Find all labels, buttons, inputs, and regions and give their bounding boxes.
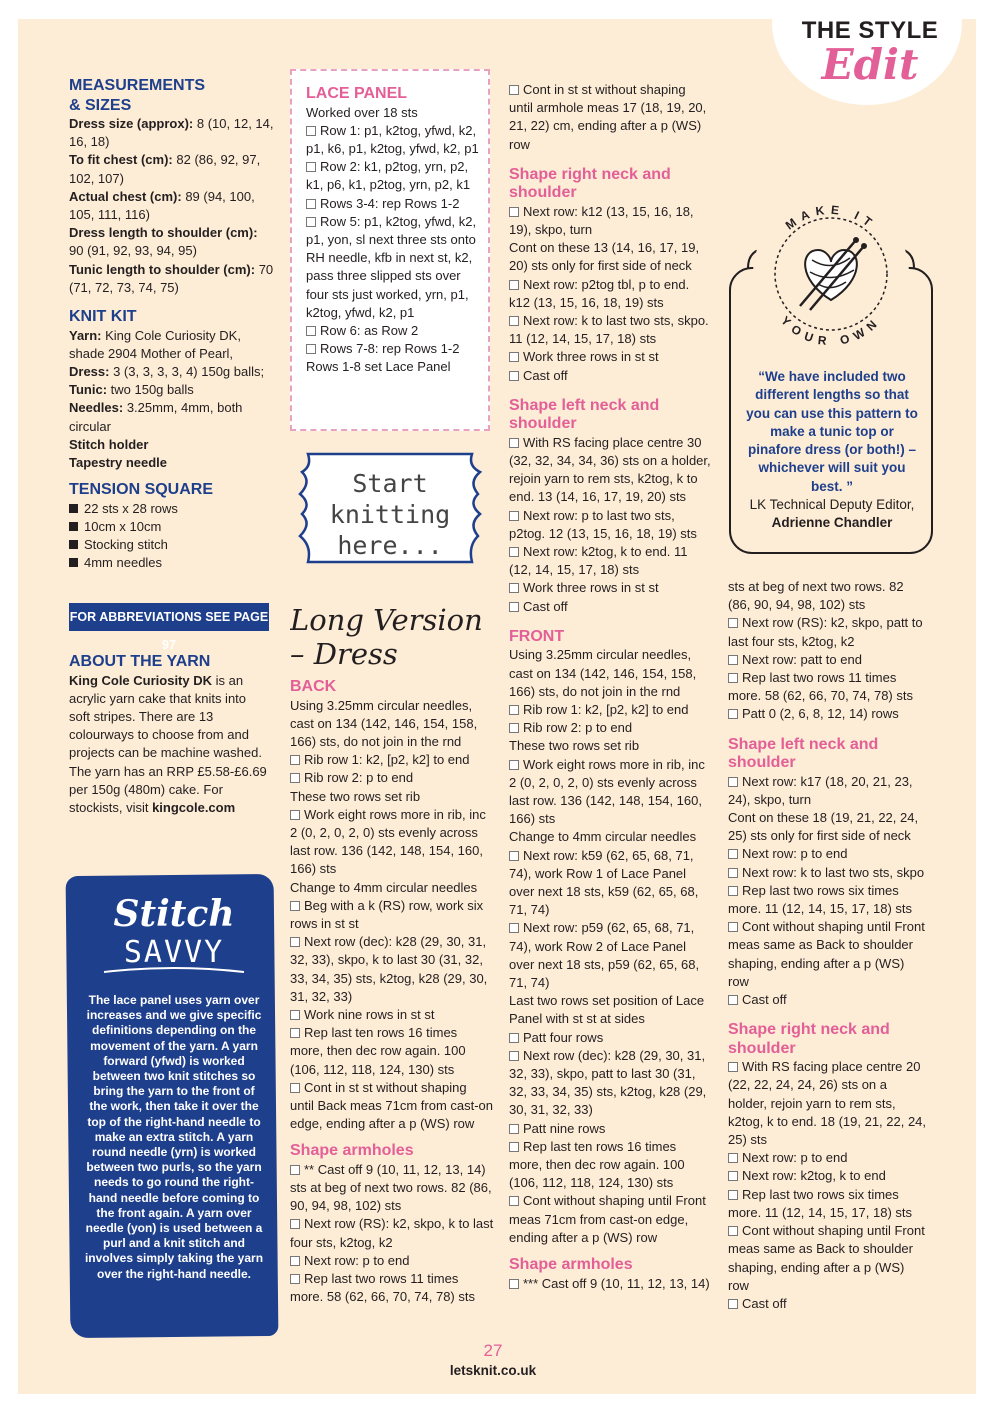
pattern-row xyxy=(728,991,928,1009)
pattern-row xyxy=(728,669,928,705)
pattern-row-text: With RS facing place centre 20 (22, 22, 24, 24, 26) sts on a holder, rejoin yarn to rem sts, k2tog, k to end. 18 (19, 21, 22, 24, 25) sts xyxy=(728,1059,927,1148)
pattern-row-text: ** Cast off 9 (10, 11, 12, 13, 14) sts at beg of next two rows. 82 (86, 90, 94, 98, 102) sts xyxy=(290,1161,492,1214)
pattern-row-text: Next row: k to last two sts, skpo xyxy=(742,864,925,880)
pattern-row-text: Work eight rows more in rib, inc 2 (0, 2, 0, 2, 0) sts evenly across last row. 136 (142, 148, 154, 160, 166) sts xyxy=(509,756,705,827)
pattern-row xyxy=(509,367,711,385)
pattern-row-text: Cast off xyxy=(742,1295,787,1311)
pattern-row-text: Using 3.25mm circular needles, cast on 134 (142, 146, 154, 158, 166) sts, do not join in the rnd xyxy=(290,697,478,749)
spec-value: 82 (86, 92, 97, 102, 107) xyxy=(69,152,261,186)
spec-item xyxy=(69,188,274,224)
site-url[interactable]: letsknit.co.uk xyxy=(449,1363,537,1378)
pattern-row-text: *** Cast off 9 (10, 11, 12, 13, 14) xyxy=(523,1275,710,1291)
start-line2: knitting xyxy=(329,500,451,529)
front-heading: FRONT xyxy=(509,627,565,645)
spec-label: Dress: xyxy=(69,363,110,379)
pattern-row xyxy=(728,1149,928,1167)
pattern-row-text: Row 1: p1, k2tog, yfwd, k2, p1, k6, p1, k2tog, yfwd, k2, p1 xyxy=(306,122,479,156)
pattern-row xyxy=(728,651,928,669)
tension-text: 22 sts x 28 rows xyxy=(84,500,178,516)
pattern-row xyxy=(306,340,482,358)
pattern-row xyxy=(509,434,711,507)
row-checkbox[interactable] xyxy=(509,1033,519,1043)
start-knitting-tag xyxy=(290,452,490,564)
pattern-row-text: Rows 7-8: rep Rows 1-2 xyxy=(320,341,460,357)
spec-label: Actual chest (cm): xyxy=(69,188,182,204)
spec-value: 70 (71, 72, 73, 74, 75) xyxy=(69,261,274,295)
pattern-row-text: Next row: k2tog, k to end xyxy=(742,1168,886,1184)
spec-item xyxy=(69,436,274,454)
tension-item xyxy=(69,500,274,518)
spec-label: Tunic: xyxy=(69,382,108,398)
pattern-row-text: Rows 1-8 set Lace Panel xyxy=(306,359,451,375)
pattern-row-text: Cast off xyxy=(742,992,787,1008)
spec-item xyxy=(69,399,274,435)
row-checkbox[interactable] xyxy=(306,217,316,227)
pattern-row xyxy=(290,1215,494,1251)
pattern-row xyxy=(728,918,928,991)
pattern-row-text: Cont on these 13 (14, 16, 17, 19, 20) sts only for first side of neck xyxy=(509,240,700,274)
pattern-row xyxy=(728,1295,928,1313)
spec-item xyxy=(69,381,274,399)
pattern-row-text: Next row (RS): k2, skpo, k to last four sts, k2tog, k2 xyxy=(290,1216,494,1250)
quote-name: Adrienne Chandler xyxy=(771,515,893,531)
pattern-row xyxy=(290,1024,494,1079)
row-checkbox[interactable] xyxy=(290,1165,300,1175)
spec-item xyxy=(69,151,274,187)
row-checkbox[interactable] xyxy=(509,723,519,733)
pattern-row xyxy=(290,1079,494,1134)
pattern-row xyxy=(509,1275,711,1293)
pattern-row xyxy=(509,507,711,543)
pattern-row-text: Next row (RS): k2, skpo, patt to last four sts, k2tog, k2 xyxy=(728,615,923,649)
front-armholes-heading: Shape armholes xyxy=(509,1256,633,1274)
pattern-row xyxy=(509,81,711,154)
left-neck-front-rows xyxy=(728,773,928,1010)
pattern-row xyxy=(728,882,928,918)
pattern-row-text: Next row (dec): k28 (29, 30, 31, 32, 33), skpo, k to last 30 (31, 32, 33, 34, 35) sts, k2tog, k28 (29, 30, 31, 32, 33) xyxy=(290,934,488,1004)
pattern-row xyxy=(728,578,928,614)
pattern-row xyxy=(509,701,711,719)
pattern-row xyxy=(290,788,494,806)
tension-list xyxy=(69,500,274,573)
pattern-row-text: sts at beg of next two rows. 82 (86, 90, 94, 98, 102) sts xyxy=(728,579,904,613)
savvy-title-line1: Stitch xyxy=(113,893,235,935)
spec-label: Dress size (approx): xyxy=(69,116,194,131)
row-checkbox[interactable] xyxy=(290,1256,300,1266)
row-checkbox[interactable] xyxy=(306,326,316,336)
spec-label: Dress length to shoulder (cm): xyxy=(69,225,258,241)
pattern-row xyxy=(509,756,711,829)
pattern-row-text: Next row: k2tog, k to end. 11 (12, 14, 15, 17, 18) sts xyxy=(509,544,688,578)
makeit-bottom-text: YOUR OWN xyxy=(778,313,884,349)
long-version-line1: Long Version xyxy=(290,603,483,637)
row-checkbox[interactable] xyxy=(728,868,738,878)
row-checkbox[interactable] xyxy=(728,995,738,1005)
spec-label: To fit chest (cm): xyxy=(69,152,173,168)
lace-panel-rows xyxy=(306,122,482,377)
row-checkbox[interactable] xyxy=(728,1171,738,1181)
pattern-row-text: Change to 4mm circular needles xyxy=(509,829,697,845)
stitch-savvy-title xyxy=(84,884,264,984)
spec-item xyxy=(69,261,274,297)
row-checkbox[interactable] xyxy=(306,344,316,354)
lace-panel-section xyxy=(306,85,482,377)
pattern-row xyxy=(509,919,711,992)
row-checkbox[interactable] xyxy=(509,316,519,326)
pattern-row xyxy=(290,879,494,897)
right-neck-front-rows xyxy=(728,1058,928,1313)
quote-attribution xyxy=(742,496,922,533)
row-checkbox[interactable] xyxy=(728,1190,738,1200)
bullet-square-icon xyxy=(69,558,78,567)
spec-value: 89 (94, 100, 105, 111, 116) xyxy=(69,188,255,223)
right-neck-back-rows xyxy=(509,203,711,385)
row-checkbox[interactable] xyxy=(509,923,519,933)
row-checkbox[interactable] xyxy=(509,207,519,217)
bullet-square-icon xyxy=(69,504,78,513)
row-checkbox[interactable] xyxy=(728,655,738,665)
pattern-row-text: Next row: p to end xyxy=(304,1252,410,1268)
tension-heading: TENSION SQUARE xyxy=(69,481,214,499)
spec-label: Stitch holder xyxy=(69,436,149,452)
pattern-row xyxy=(290,1270,494,1306)
pattern-row-text: Cont in st st without shaping until armhole meas 17 (18, 19, 20, 21, 22) cm, ending after a p (WS) row xyxy=(509,82,707,152)
pattern-row-text: Next row: k59 (62, 65, 68, 71, 74), work Row 1 of Lace Panel over next 18 sts, k59 (62, 65, 68, 71, 74) xyxy=(509,847,699,918)
pattern-row xyxy=(509,719,711,737)
pattern-row xyxy=(728,1167,928,1185)
row-checkbox[interactable] xyxy=(509,1051,519,1061)
lace-panel-heading: LACE PANEL xyxy=(306,85,408,102)
pattern-row-text: Work nine rows in st st xyxy=(304,1006,435,1022)
row-checkbox[interactable] xyxy=(509,280,519,290)
row-checkbox[interactable] xyxy=(306,162,316,172)
spec-item xyxy=(69,454,274,472)
tension-item xyxy=(69,536,274,554)
pattern-row xyxy=(290,1161,494,1216)
pattern-row xyxy=(290,806,494,879)
row-checkbox[interactable] xyxy=(290,1010,300,1020)
left-neck-back-rows xyxy=(509,434,711,616)
pattern-row-text: Cont without shaping until Front meas same as Back to shoulder shaping, ending after a p (WS) row xyxy=(728,1223,925,1293)
pattern-row-text: Rep last two rows six times more. 11 (12, 14, 15, 17, 18) sts xyxy=(728,1186,913,1220)
spec-item xyxy=(69,224,274,260)
pattern-row-text: Row 2: k1, p2tog, yrn, p2, k1, p6, k1, p2tog, yrn, p2, k1 xyxy=(306,159,471,193)
pattern-row-text: Patt four rows xyxy=(523,1029,604,1045)
back-armholes-rows xyxy=(290,1161,494,1307)
row-checkbox[interactable] xyxy=(290,1083,300,1093)
pattern-row xyxy=(306,158,482,194)
pattern-row-text: Next row: p to last two sts, p2tog. 12 (13, 15, 16, 18, 19) sts xyxy=(509,507,697,541)
pattern-row xyxy=(509,348,711,366)
pattern-row xyxy=(728,1186,928,1222)
pattern-row-text: These two rows set rib xyxy=(290,788,421,804)
long-version-line2: – Dress xyxy=(290,637,398,671)
pattern-row xyxy=(509,203,711,239)
row-checkbox[interactable] xyxy=(509,511,519,521)
spec-value: King Cole Curiosity DK, shade 2904 Mother of Pearl, xyxy=(69,327,241,361)
tension-item xyxy=(69,518,274,536)
row-checkbox[interactable] xyxy=(728,886,738,896)
tension-text: 10cm x 10cm xyxy=(84,518,162,534)
pattern-row-text: Cast off xyxy=(523,598,568,614)
row-checkbox[interactable] xyxy=(728,1153,738,1163)
right-neck-front-heading: Shape right neck and shoulder xyxy=(728,1021,890,1057)
tension-text: Stocking stitch xyxy=(84,537,168,553)
front-rows xyxy=(509,646,711,1247)
left-neck-back-heading: Shape left neck and shoulder xyxy=(509,396,660,433)
pattern-row-text: Cont without shaping until Front meas same as Back to shoulder shaping, ending after a p (WS) row xyxy=(728,919,925,989)
pattern-row-text: Next row (dec): k28 (29, 30, 31, 32, 33), skpo, patt to last 30 (31, 32, 33, 34, 35) sts, k2tog, k28 (29, 30, 31, 32, 33) xyxy=(509,1047,707,1118)
pattern-row-text: Cont on these 18 (19, 21, 22, 24, 25) sts only for first side of neck xyxy=(728,810,919,844)
row-checkbox[interactable] xyxy=(509,705,519,715)
tension-item xyxy=(69,554,274,572)
pattern-row-text: Rib row 1: k2, [p2, k2] to end xyxy=(304,752,470,768)
pattern-row xyxy=(509,847,711,920)
row-checkbox[interactable] xyxy=(509,583,519,593)
pattern-row-text: Rep last ten rows 16 times more, then dec row again. 100 (106, 112, 118, 124, 130) sts xyxy=(509,1138,685,1191)
spec-label: Tunic length to shoulder (cm): xyxy=(69,261,256,277)
row-checkbox[interactable] xyxy=(509,1142,519,1152)
row-checkbox[interactable] xyxy=(728,1062,738,1072)
row-checkbox[interactable] xyxy=(728,1226,738,1236)
pattern-row-text: Change to 4mm circular needles xyxy=(290,879,478,895)
row-checkbox[interactable] xyxy=(290,901,300,911)
pattern-row xyxy=(290,697,494,752)
pattern-row xyxy=(306,322,482,340)
back-heading: BACK xyxy=(290,678,337,695)
pattern-row xyxy=(509,1192,711,1247)
pattern-row xyxy=(728,809,928,845)
row-checkbox[interactable] xyxy=(509,1124,519,1134)
spec-value: 3 (3, 3, 3, 3, 4) 150g balls; xyxy=(109,363,265,379)
quote-role: LK Technical Deputy Editor, xyxy=(749,497,915,512)
pattern-row-text: Next row: k to last two sts, skpo. 11 (12, 14, 15, 17, 18) sts xyxy=(509,313,709,347)
pattern-row xyxy=(509,1047,711,1120)
pattern-row-text: Next row: p2tog tbl, p to end. k12 (13, 15, 16, 18, 19) sts xyxy=(509,276,690,310)
row-checkbox[interactable] xyxy=(509,851,519,861)
pattern-row xyxy=(728,773,928,809)
row-checkbox[interactable] xyxy=(728,849,738,859)
row-checkbox[interactable] xyxy=(728,922,738,932)
pattern-row xyxy=(306,122,482,158)
makeit-top-text: MAKE IT xyxy=(782,202,880,233)
row-checkbox[interactable] xyxy=(728,777,738,787)
row-checkbox[interactable] xyxy=(509,371,519,381)
pattern-row xyxy=(306,213,482,322)
pattern-row-text: Beg with a k (RS) row, work six rows in st st xyxy=(290,897,484,931)
row-checkbox[interactable] xyxy=(290,810,300,820)
about-yarn-text: King Cole Curiosity DK is an acrylic yarn cake that knits into soft stripes. There are 13 colourways to choose from and projects can be machine washed. The yarn has an RRP £5.58-£6.69 per 150g (480m) cake. For stockists, visit kingcole.com xyxy=(69,672,267,815)
measurements-list xyxy=(69,115,274,297)
row-checkbox[interactable] xyxy=(290,1274,300,1284)
pattern-row xyxy=(509,1120,711,1138)
pattern-row-text: Next row: k17 (18, 20, 21, 23, 24), skpo, turn xyxy=(728,773,913,807)
pattern-row-text: Using 3.25mm circular needles, cast on 134 (142, 146, 154, 158, 166) sts, do not join in the rnd xyxy=(509,647,697,699)
row-checkbox[interactable] xyxy=(306,199,316,209)
pattern-row-text: Row 5: p1, k2tog, yfwd, k2, p1, yon, sl next three sts onto RH needle, kfb in next st, k2, pass three slipped sts over four sts just worked, yrn, p1, k2tog, yfwd, k2, p1 xyxy=(306,213,477,320)
pattern-row xyxy=(509,646,711,701)
row-checkbox[interactable] xyxy=(509,1279,519,1289)
row-checkbox[interactable] xyxy=(509,602,519,612)
middle-right-column xyxy=(509,81,711,1293)
spec-label: Yarn: xyxy=(69,327,102,343)
start-line1: Start xyxy=(352,469,428,498)
pattern-row-text: Rib row 2: p to end xyxy=(304,770,414,786)
pattern-row xyxy=(306,358,482,376)
stitch-savvy-text: The lace panel uses yarn over increases and we give specific definitions depending on the movement of the yarn. A yarn forward (yfwd) is worked between two knit stitches so bring the yarn to the front of the work, then take it over the top of the right-hand needle to make an extra stitch. A yarn round needle (yrn) is worked between two purls, so the yarn needs to go round the right-hand needle before coming to the front again. A yarn over needle (yon) is used between a purl and a knit stitch and involves simply taking the yarn over the right-hand needle. xyxy=(84,993,264,1281)
pattern-row-text: Rib row 2: p to end xyxy=(523,720,633,736)
pattern-row xyxy=(509,312,711,348)
pattern-row xyxy=(509,737,711,755)
pattern-row xyxy=(728,1058,928,1149)
pattern-row xyxy=(509,828,711,846)
row-checkbox[interactable] xyxy=(509,85,519,95)
row-checkbox[interactable] xyxy=(290,773,300,783)
row-checkbox[interactable] xyxy=(509,760,519,770)
savvy-title-line2: SAVVY xyxy=(123,935,225,970)
col3-top-rows xyxy=(509,81,711,154)
spec-label: Needles: xyxy=(69,400,124,416)
pattern-row-text: Cont in st st without shaping until Back meas 71cm from cast-on edge, ending after a p (WS) row xyxy=(290,1079,494,1132)
back-armholes-heading: Shape armholes xyxy=(290,1142,414,1160)
pattern-row xyxy=(290,897,494,933)
bullet-square-icon xyxy=(69,522,78,531)
editor-quote: “We have included two different lengths so that you can use this pattern to make a tunic top or pinafore dress (or both!) – whichever will suit you best. ” xyxy=(746,369,918,494)
pattern-row xyxy=(509,239,711,275)
pattern-row xyxy=(509,543,711,579)
about-yarn-section xyxy=(69,652,269,817)
tension-text: 4mm needles xyxy=(84,555,163,571)
pattern-row-text: Next row: p59 (62, 65, 68, 71, 74), work Row 2 of Lace Panel over next 18 sts, p59 (62, 65, 68, 71, 74) xyxy=(509,920,700,991)
spec-item xyxy=(69,115,274,151)
knit-kit-heading: KNIT KIT xyxy=(69,308,137,326)
page-number: 27 xyxy=(483,1341,503,1360)
right-neck-back-heading: Shape right neck and shoulder xyxy=(509,165,671,202)
pattern-row-text: Next row: patt to end xyxy=(742,651,862,667)
front-armholes-rows xyxy=(509,1275,711,1293)
pattern-row-text: Last two rows set position of Lace Panel with st st at sides xyxy=(509,993,705,1027)
bullet-square-icon xyxy=(69,540,78,549)
pattern-row-text: Next row: k12 (13, 15, 16, 18, 19), skpo, turn xyxy=(509,203,694,238)
pattern-row xyxy=(509,1029,711,1047)
row-checkbox[interactable] xyxy=(290,755,300,765)
row-checkbox[interactable] xyxy=(290,1028,300,1038)
measurements-heading: MEASUREMENTS & SIZES xyxy=(69,77,206,114)
pattern-row-text: Rib row 1: k2, [p2, k2] to end xyxy=(523,701,689,717)
knit-kit-list xyxy=(69,327,274,473)
row-checkbox[interactable] xyxy=(728,618,738,628)
pattern-row xyxy=(290,933,494,1006)
row-checkbox[interactable] xyxy=(728,1299,738,1309)
kingcole-link[interactable]: kingcole.com xyxy=(152,799,236,815)
pattern-row xyxy=(509,276,711,312)
pattern-row xyxy=(728,705,928,723)
row-checkbox[interactable] xyxy=(290,1219,300,1229)
back-section xyxy=(290,678,494,1307)
spec-label: Tapestry needle xyxy=(69,454,168,470)
pattern-row xyxy=(509,598,711,616)
left-column xyxy=(69,76,274,572)
pattern-row xyxy=(509,992,711,1028)
pattern-row-text: Patt 0 (2, 6, 8, 12, 14) rows xyxy=(742,706,899,722)
pattern-row xyxy=(509,1138,711,1193)
pattern-row xyxy=(290,751,494,769)
pattern-row-text: Rep last two rows 11 times more. 58 (62, 66, 70, 74, 78) sts xyxy=(290,1271,475,1305)
back-rows xyxy=(290,697,494,1134)
abbreviations-banner: FOR ABBREVIATIONS SEE PAGE 97 xyxy=(69,603,269,631)
spec-value: 8 (10, 12, 14, 16, 18) xyxy=(69,116,274,150)
pattern-row-text: Work eight rows more in rib, inc 2 (0, 2, 0, 2, 0) sts evenly across last row. 136 (142, 148, 154, 160, 166) sts xyxy=(290,806,486,877)
pattern-row xyxy=(728,864,928,882)
pattern-row-text: Next row: p to end xyxy=(742,846,848,862)
left-neck-front-heading: Shape left neck and shoulder xyxy=(728,735,879,772)
pattern-row-text: Work three rows in st st xyxy=(523,580,659,596)
pattern-row-text: Rep last ten rows 16 times more, then dec row again. 100 (106, 112, 118, 124, 130) sts xyxy=(290,1025,466,1077)
pattern-row-text: These two rows set rib xyxy=(509,738,640,754)
start-line3: here... xyxy=(337,531,443,560)
row-checkbox[interactable] xyxy=(509,1196,519,1206)
col4-cont-rows xyxy=(728,578,928,724)
pattern-row xyxy=(290,769,494,787)
row-checkbox[interactable] xyxy=(509,438,519,448)
pattern-row xyxy=(306,195,482,213)
pattern-row-text: With RS facing place centre 30 (32, 32, 34, 34, 36) sts on a holder, rejoin yarn to rem sts, k2tog, k to end. 13 (14, 16, 17, 19, 20) sts xyxy=(509,434,711,505)
pattern-row-text: Cast off xyxy=(523,367,568,383)
pattern-row-text: Row 6: as Row 2 xyxy=(320,322,419,338)
spec-value: 3.25mm, 4mm, both circular xyxy=(69,400,243,434)
row-checkbox[interactable] xyxy=(290,937,300,947)
pattern-row xyxy=(509,579,711,597)
long-version-heading xyxy=(290,602,490,672)
lace-panel-intro: Worked over 18 sts xyxy=(306,104,418,120)
pattern-row-text: Work three rows in st st xyxy=(523,349,659,365)
spec-item xyxy=(69,363,274,381)
pattern-row-text: Patt nine rows xyxy=(523,1120,606,1136)
row-checkbox[interactable] xyxy=(509,352,519,362)
badge-edit-script: Edit xyxy=(821,40,919,89)
pattern-row xyxy=(290,1252,494,1270)
row-checkbox[interactable] xyxy=(728,673,738,683)
pattern-row-text: Rep last two rows 11 times more. 58 (62, 66, 70, 74, 78) sts xyxy=(728,670,913,704)
row-checkbox[interactable] xyxy=(728,709,738,719)
pattern-row-text: Rep last two rows six times more. 11 (12, 14, 15, 17, 18) sts xyxy=(728,882,913,917)
pattern-row-text: Next row: p to end xyxy=(742,1150,848,1166)
pattern-row xyxy=(290,1006,494,1024)
badge-title: THE STYLE xyxy=(801,17,939,44)
pattern-row xyxy=(728,845,928,863)
pattern-row-text: Cont without shaping until Front meas 71cm from cast-on edge, ending after a p (WS) row xyxy=(509,1193,706,1245)
row-checkbox[interactable] xyxy=(509,547,519,557)
row-checkbox[interactable] xyxy=(306,126,316,136)
right-column xyxy=(728,578,928,1313)
spec-item xyxy=(69,327,274,363)
spec-value: 90 (91, 92, 93, 94, 95) xyxy=(69,243,197,259)
pattern-row xyxy=(728,1222,928,1295)
pattern-row-text: Rows 3-4: rep Rows 1-2 xyxy=(320,195,460,211)
about-yarn-heading: ABOUT THE YARN xyxy=(69,653,211,670)
spec-value: two 150g balls xyxy=(107,382,194,398)
pattern-row xyxy=(728,614,928,650)
